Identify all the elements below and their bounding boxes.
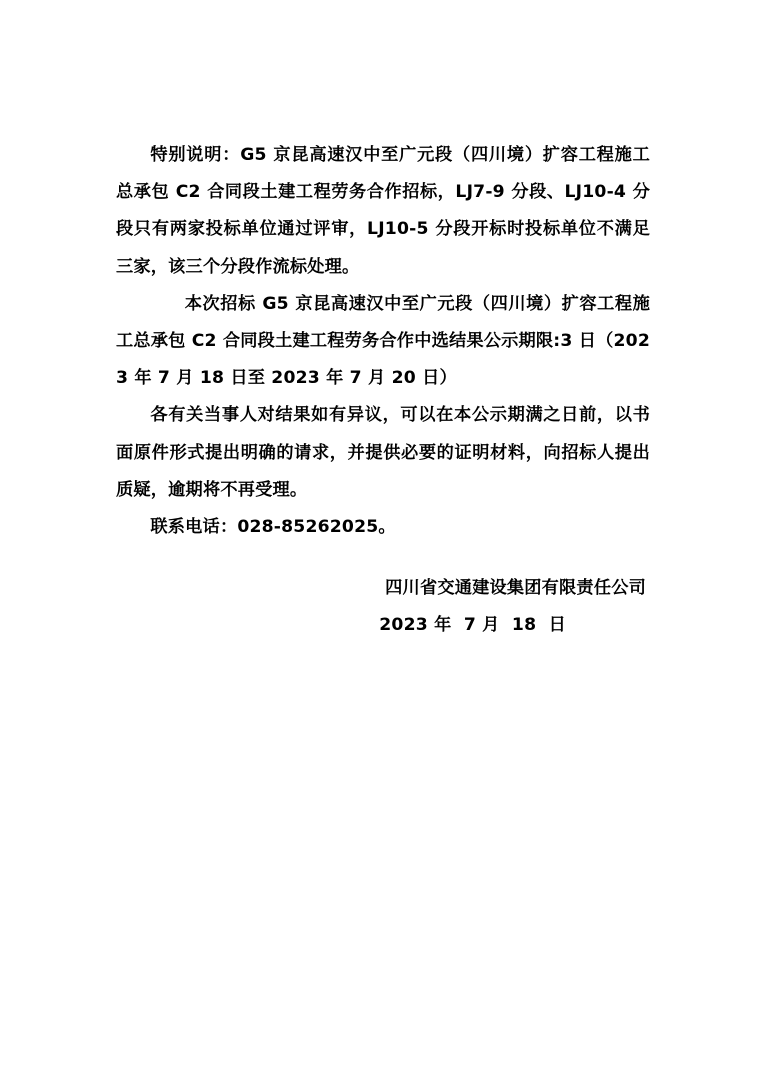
publicity-period-paragraph: 本次招标 G5 京昆高速汉中至广元段（四川境）扩容工程施工总承包 C2 合同段土建工程劳务合作中选结果公示期限:3 日（2023 年 7 月 18 日至 2023 年 7 月 20 日） xyxy=(116,293,650,389)
signature-block xyxy=(379,570,646,644)
issuer-organization: 四川省交通建设集团有限责任公司 xyxy=(385,578,646,598)
contact-phone-paragraph: 联系电话：028-85262025。 xyxy=(150,517,396,538)
objection-notice-paragraph: 各有关当事人对结果如有异议，可以在本公示期满之日前，以书面原件形式提出明确的请求，并提供必要的证明材料，向招标人提出质疑，逾期将不再受理。 xyxy=(116,405,650,500)
notice-body xyxy=(116,137,650,546)
special-note-paragraph: 特别说明：G5 京昆高速汉中至广元段（四川境）扩容工程施工总承包 C2 合同段土建工程劳务合作招标，LJ7-9 分段、LJ10-4 分段只有两家投标单位通过评审，LJ10-5 分段开标时投标单位不满足三家，该三个分段作流标处理。 xyxy=(116,145,650,277)
issue-date: 2023 年 7 月 18 日 xyxy=(379,615,566,636)
